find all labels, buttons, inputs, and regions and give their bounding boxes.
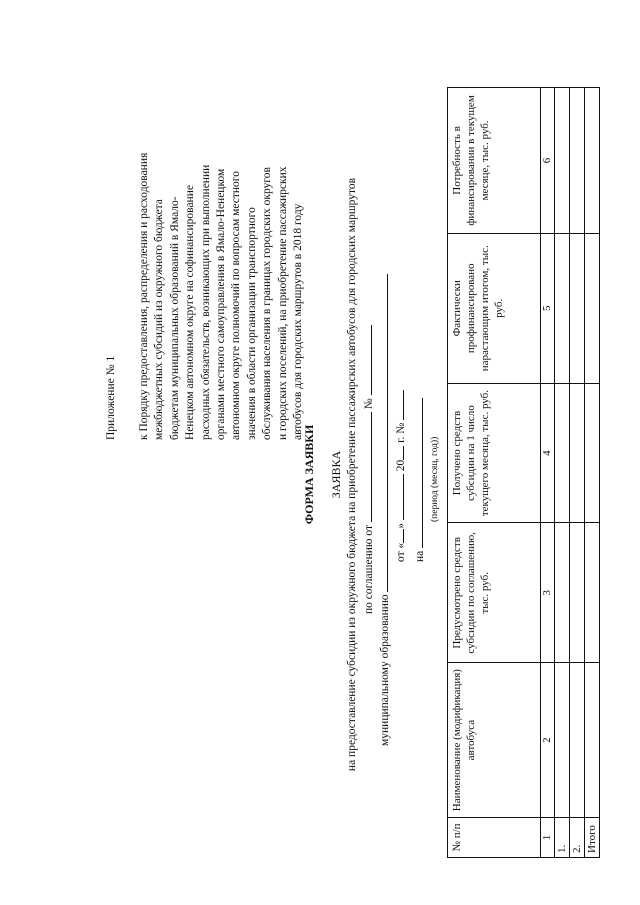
row-label: 2. [570, 818, 585, 858]
preamble-line: автобусов для городских маршрутов в 2018 году [292, 203, 305, 440]
table-cell[interactable] [570, 663, 585, 818]
period-na-label: на [414, 550, 426, 562]
date-line [392, 390, 409, 562]
column-number: 4 [541, 383, 555, 523]
date-number-blank[interactable] [392, 390, 404, 420]
date-close-quote: » [395, 523, 407, 529]
application-table [447, 87, 600, 858]
table-header-row [448, 88, 541, 858]
header-cell: Наименование (модификация) автобуса [448, 663, 541, 818]
period-line [411, 398, 428, 562]
row-label: 1. [555, 818, 570, 858]
table-cell[interactable] [555, 383, 570, 523]
column-number-row [541, 88, 555, 858]
application-subtitle: на предоставление субсидии из окружного бюджета на приобретение пассажирских автобусов для городских маршрутов [346, 177, 358, 772]
preamble-line: межбюджетных субсидий из окружного бюджета [153, 199, 166, 440]
application-title: ЗАЯВКА [329, 450, 343, 499]
date-from-label: от « [395, 542, 407, 562]
table-cell[interactable] [555, 233, 570, 383]
preamble-line: бюджетам муниципальных образований в Ямало- [168, 196, 181, 440]
preamble [137, 80, 306, 440]
agreement-number-sign: № [363, 398, 375, 410]
table-cell[interactable] [570, 88, 585, 234]
table-cell[interactable] [585, 663, 600, 818]
municipality-line [376, 274, 393, 746]
table-row [570, 88, 585, 858]
column-number: 5 [541, 233, 555, 383]
preamble-line: к Порядку предоставления, распределения и расходования [138, 152, 150, 440]
table-cell[interactable] [570, 383, 585, 523]
header-cell: Получено средств субсидии на 1 число текущего месяца, тыс. руб. [448, 383, 541, 523]
table-cell[interactable] [585, 383, 600, 523]
appendix-label: Приложение № 1 [105, 355, 117, 440]
table-cell[interactable] [570, 523, 585, 663]
form-title: ФОРМА ЗАЯВКИ [302, 424, 316, 525]
table-cell[interactable] [585, 523, 600, 663]
municipality-label: муниципальному образованию [379, 594, 391, 746]
header-cell: № п/п [448, 818, 541, 858]
table-cell[interactable] [570, 233, 585, 383]
year-blank[interactable] [392, 446, 404, 460]
table-cell[interactable] [585, 88, 600, 234]
table-row-total [585, 88, 600, 858]
agreement-prefix: по соглашению от [363, 525, 375, 614]
preamble-line: обслуживания населения в границах городских округов [261, 167, 274, 440]
preamble-line: органами местного самоуправления в Ямало-Ненецком [215, 168, 228, 440]
period-caption: (период (месяц, год)) [430, 436, 440, 522]
preamble-line: и городских поселений, на приобретение пассажирских [276, 166, 289, 440]
period-blank[interactable] [411, 398, 423, 548]
preamble-line: значения в области организации транспортного [245, 207, 258, 440]
preamble-line: расходных обязательств, возникающих при выполнении [199, 164, 212, 440]
preamble-line: Ненецком автономном округе на софинансирование [184, 185, 197, 440]
agreement-line [360, 325, 377, 614]
column-number: 2 [541, 663, 555, 818]
agreement-number-blank[interactable] [360, 325, 372, 395]
month-blank[interactable] [392, 474, 404, 520]
preamble-line: автономном округе полномочий по вопросам местного [230, 171, 243, 440]
table-row [555, 88, 570, 858]
header-cell: Фактически профинансировано нарастающим итогом, тыс. руб. [448, 233, 541, 383]
rotated-page [90, 77, 598, 872]
header-cell: Потребность в финансировании в текущем месяце, тыс. руб. [448, 88, 541, 234]
header-cell: Предусмотрено средств субсидии по соглашению, тыс. руб. [448, 523, 541, 663]
year-label: 20 [395, 459, 407, 472]
table-cell[interactable] [555, 663, 570, 818]
date-number-sign: г. № [395, 422, 407, 443]
column-number: 1 [541, 818, 555, 858]
column-number: 3 [541, 523, 555, 663]
column-number: 6 [541, 88, 555, 234]
table-cell[interactable] [585, 233, 600, 383]
agreement-date-blank[interactable] [360, 412, 372, 522]
day-blank[interactable] [392, 529, 404, 543]
municipality-blank[interactable] [376, 274, 388, 592]
table-cell[interactable] [555, 523, 570, 663]
table-cell[interactable] [555, 88, 570, 234]
row-label: Итого [585, 818, 600, 858]
